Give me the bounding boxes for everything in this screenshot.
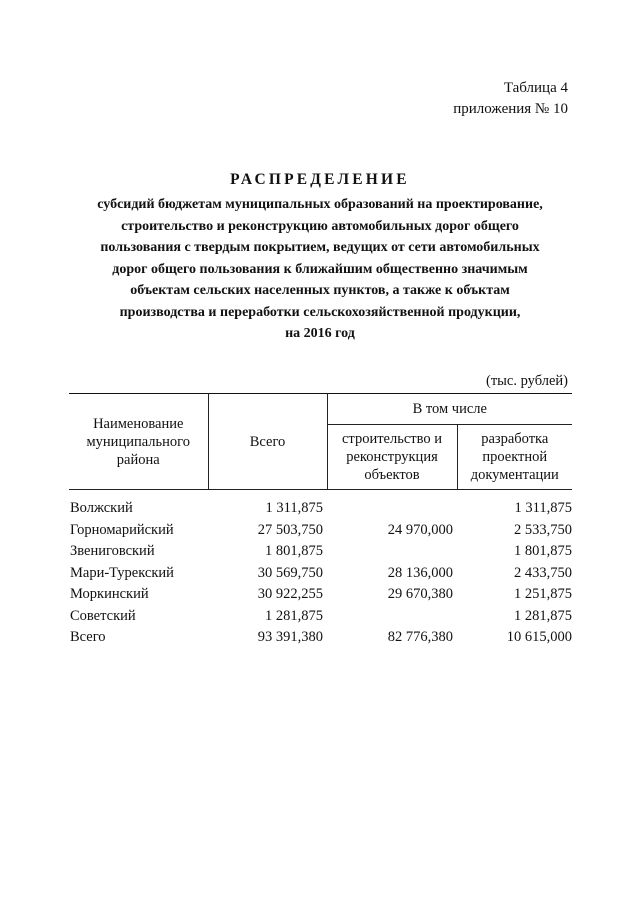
subtitle-line: дорог общего пользования к ближайшим общественно значимым [112,261,528,277]
design-value: 1 251,875 [514,586,573,602]
table-row [69,584,572,606]
table-row [69,520,572,542]
construction-value [327,490,457,520]
column-header-construction: строительство и реконструкция объектов [327,425,457,490]
total-value: 1 281,875 [265,607,323,624]
column-header-group: В том числе [327,394,572,425]
total-row-label: Всего [70,629,106,645]
design-value: 1 281,875 [514,607,573,624]
document-subtitle [40,194,600,345]
table-row [69,541,572,563]
unit-note: (тыс. рублей) [486,373,568,389]
total-value: 27 503,750 [257,521,323,538]
total-value: 1 311,875 [265,500,323,516]
column-header-total: Всего [208,394,327,490]
table-number: Таблица 4 [503,80,568,96]
total-value: 30 569,750 [257,564,323,581]
design-value: 10 615,000 [506,629,573,645]
table-reference [453,78,568,120]
construction-value [327,541,457,563]
subtitle-line: субсидий бюджетам муниципальных образований на проектирование, [97,197,543,212]
district-name: Моркинский [70,586,149,602]
total-value: 93 391,380 [257,629,323,645]
total-value: 30 922,255 [257,586,323,602]
design-value: 1 311,875 [514,500,573,516]
design-value: 2 533,750 [514,521,573,538]
construction-value: 82 776,380 [387,629,453,645]
subtitle-line: строительство и реконструкцию автомобильных дорог общего [121,218,519,234]
construction-value: 24 970,000 [387,521,453,538]
subtitle-line: объектам сельских населенных пунктов, а также к объктам [130,283,510,298]
table-row [69,563,572,585]
subtitle-line: производства и переработки сельскохозяйственной продукции, [119,304,521,320]
subtitle-line: пользования с твердым покрытием, ведущих от сети автомобильных [100,240,540,255]
district-name: Советский [70,607,136,624]
subtitle-line: на 2016 год [285,326,355,341]
subsidy-table [69,393,572,649]
total-value: 1 801,875 [265,543,323,559]
appendix-number: приложения № 10 [453,101,568,117]
construction-value: 29 670,380 [387,586,453,602]
document-title-block [40,170,600,345]
district-name: Мари-Турекский [70,564,174,581]
column-header-design: разработка проектной документации [457,425,572,490]
document-heading: РАСПРЕДЕЛЕНИЕ [230,171,410,188]
district-name: Горномарийский [70,521,174,538]
design-value: 1 801,875 [514,543,573,559]
table-row-total [69,627,572,649]
district-name: Волжский [70,500,133,516]
column-header-district: Наименование муниципального района [69,394,208,490]
construction-value: 28 136,000 [387,564,453,581]
table-row [69,490,572,520]
table-row [69,606,572,628]
district-name: Звениговский [70,543,155,559]
design-value: 2 433,750 [514,564,573,581]
construction-value [327,606,457,628]
